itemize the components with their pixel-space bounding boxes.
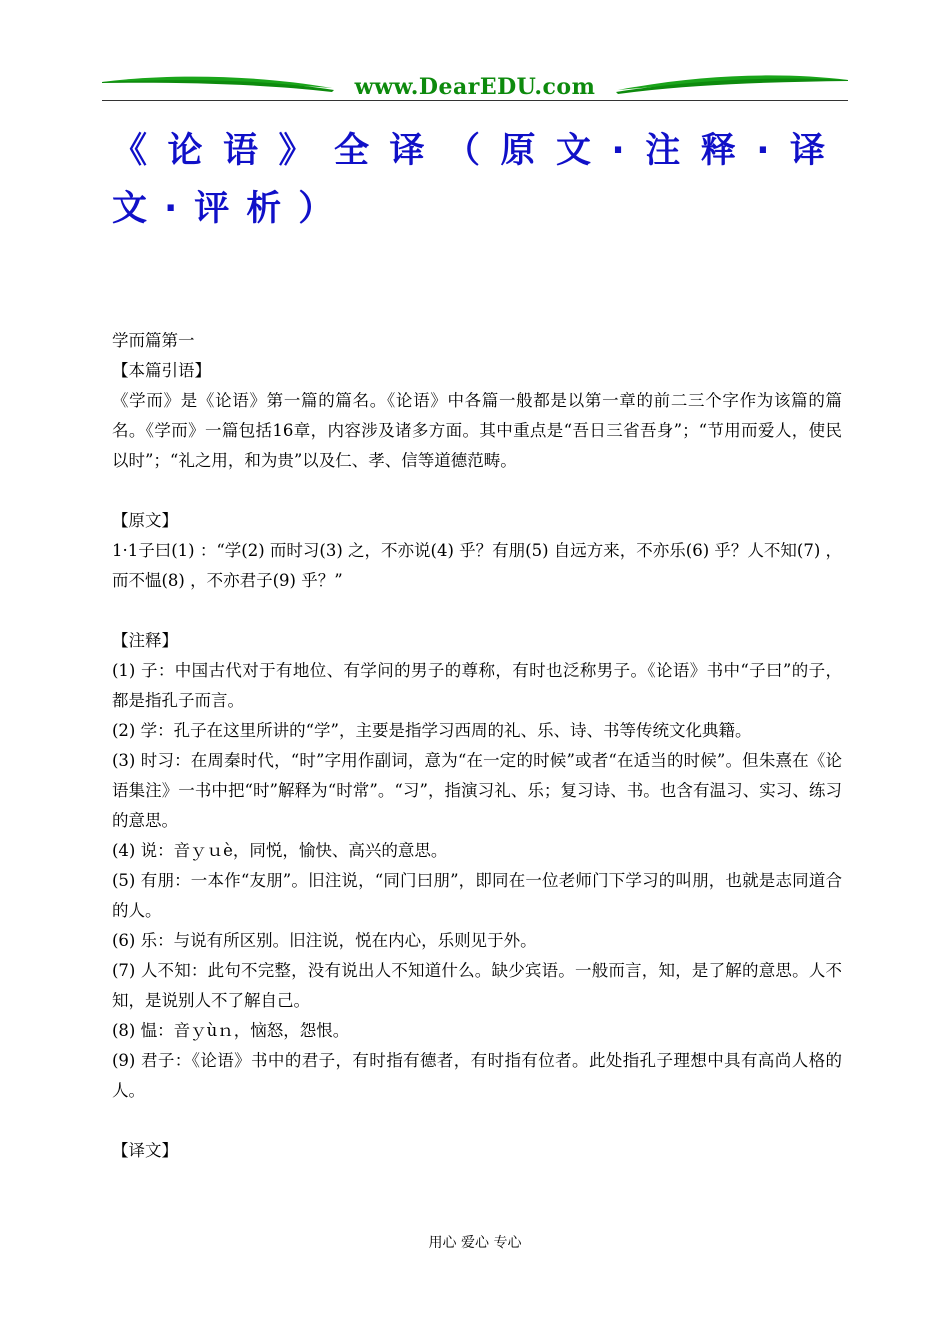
- note-item: (9) 君子：《论语》书中的君子，有时指有德者，有时指有位者。此处指孔子理想中具有高尚人格的人。: [112, 1051, 842, 1100]
- note-item: (4) 说：音ｙｕè，同悦，愉快、高兴的意思。: [112, 841, 448, 860]
- document-body: [112, 326, 842, 1166]
- notes-heading: 【注释】: [112, 631, 178, 650]
- original-heading: 【原文】: [112, 511, 178, 530]
- note-item: (2) 学：孔子在这里所讲的“学”，主要是指学习西周的礼、乐、诗、书等传统文化典籍。: [112, 721, 752, 740]
- intro-paragraph: 《学而》是《论语》第一篇的篇名。《论语》中各篇一般都是以第一章的前二三个字作为该篇的篇名。《学而》一篇包括16章，内容涉及诸多方面。其中重点是“吾日三省吾身”；“节用而爱人，使民以时”；“礼之用，和为贵”以及仁、孝、信等道德范畴。: [112, 391, 842, 470]
- note-item: (1) 子：中国古代对于有地位、有学问的男子的尊称，有时也泛称男子。《论语》书中“子曰”的子，都是指孔子而言。: [112, 661, 842, 710]
- page-footer: 用心 爱心 专心: [428, 1235, 522, 1251]
- original-paragraph: 1·1子曰(1) ：“学(2) 而时习(3) 之，不亦说(4) 乎？有朋(5) 自远方来，不亦乐(6) 乎？人不知(7) ，而不愠(8) ，不亦君子(9) 乎？”: [112, 541, 842, 590]
- document-title: 《论语》全译（原文·注释·译文·评析）: [112, 131, 842, 229]
- header-divider: [102, 100, 848, 101]
- note-item: (5) 有朋：一本作“友朋”。旧注说，“同门曰朋”，即同在一位老师门下学习的叫朋，也就是志同道合的人。: [112, 871, 842, 920]
- note-item: (8) 愠：音ｙùｎ，恼怒，怨恨。: [112, 1021, 350, 1040]
- translation-heading: 【译文】: [112, 1141, 178, 1160]
- note-item: (7) 人不知：此句不完整，没有说出人不知道什么。缺少宾语。一般而言，知，是了解的意思。人不知，是说别人不了解自己。: [112, 961, 842, 1010]
- intro-heading: 【本篇引语】: [112, 361, 211, 380]
- note-item: (3) 时习：在周秦时代，“时”字用作副词，意为“在一定的时候”或者“在适当的时候”。但朱熹在《论语集注》一书中把“时”解释为“时常”。“习”，指演习礼、乐；复习诗、书。也含有温习、实习、练习的意思。: [112, 751, 842, 830]
- chapter-title: 学而篇第一: [112, 331, 195, 350]
- note-item: (6) 乐：与说有所区别。旧注说，悦在内心，乐则见于外。: [112, 931, 537, 950]
- site-url: www.DearEDU.com: [354, 74, 596, 100]
- site-header-banner: [102, 70, 848, 102]
